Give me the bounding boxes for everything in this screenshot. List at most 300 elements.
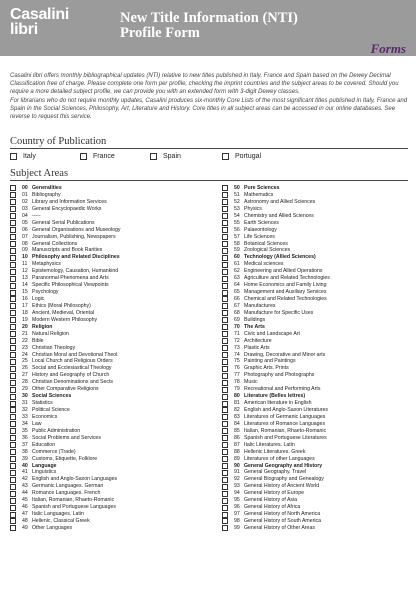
checkbox[interactable]	[222, 269, 228, 275]
checkbox[interactable]	[10, 290, 16, 296]
subject-item[interactable]	[222, 338, 412, 345]
subject-code: 76	[234, 365, 240, 372]
country-label: Italy	[23, 153, 36, 160]
checkbox[interactable]	[10, 421, 16, 427]
subject-code: 70	[234, 323, 240, 330]
checkbox[interactable]	[222, 283, 228, 289]
subject-code: 35	[22, 427, 28, 434]
subject-code: 44	[22, 490, 28, 497]
subject-item[interactable]	[222, 490, 412, 497]
subject-item[interactable]	[222, 525, 412, 532]
casalini-logo	[10, 7, 69, 37]
checkbox[interactable]	[222, 463, 228, 469]
checkbox[interactable]	[222, 345, 228, 351]
title-line-1: New Title Information (NTI)	[120, 10, 298, 26]
checkbox[interactable]	[222, 470, 228, 476]
subject-code: 29	[22, 386, 28, 393]
subject-code: 58	[234, 240, 240, 247]
subject-code: 61	[234, 261, 240, 268]
country-label: Portugal	[235, 153, 262, 160]
checkbox[interactable]	[10, 518, 16, 524]
checkbox[interactable]	[222, 324, 228, 330]
country-option-spain[interactable]	[150, 153, 181, 160]
subject-code: 83	[234, 413, 240, 420]
checkbox[interactable]	[10, 394, 16, 400]
subject-item[interactable]	[222, 282, 412, 289]
subject-code: 79	[234, 386, 240, 393]
checkbox[interactable]	[10, 331, 16, 337]
subject-item[interactable]	[222, 213, 412, 220]
subject-item[interactable]	[10, 352, 200, 359]
checkbox[interactable]	[10, 414, 16, 420]
subject-item[interactable]	[222, 331, 412, 338]
subject-code: 36	[22, 434, 28, 441]
subject-code: 08	[22, 240, 28, 247]
subject-item[interactable]	[222, 407, 412, 414]
checkbox[interactable]	[222, 338, 228, 344]
subject-label: Botanical Sciences	[244, 240, 288, 247]
subject-item[interactable]	[10, 324, 200, 331]
checkbox[interactable]	[10, 324, 16, 330]
subject-item[interactable]	[222, 185, 412, 192]
checkbox[interactable]	[222, 359, 228, 365]
checkbox[interactable]	[10, 192, 16, 198]
checkbox[interactable]	[10, 525, 16, 531]
checkbox[interactable]	[80, 153, 87, 160]
subject-code: 45	[22, 497, 28, 504]
checkbox[interactable]	[10, 401, 16, 407]
subject-label: Social Sciences	[32, 393, 72, 400]
checkbox[interactable]	[10, 213, 16, 219]
subject-item[interactable]	[10, 220, 200, 227]
subject-item[interactable]	[222, 483, 412, 490]
subject-item[interactable]	[222, 289, 412, 296]
checkbox[interactable]	[10, 303, 16, 309]
subject-item[interactable]	[10, 282, 200, 289]
subject-code: 06	[22, 226, 28, 233]
subject-label: Italian, Romanian, Rhaeto-Romanic	[32, 497, 115, 504]
checkbox[interactable]	[10, 262, 16, 268]
subject-code: 17	[22, 302, 28, 309]
subject-code: 14	[22, 282, 28, 289]
checkbox[interactable]	[222, 525, 228, 531]
subject-item[interactable]	[10, 525, 200, 532]
subject-code: 96	[234, 504, 240, 511]
subject-code: 60	[234, 254, 240, 261]
subject-label: Italian, Romanian, Rhaeto-Romanic	[244, 427, 327, 434]
checkbox[interactable]	[222, 477, 228, 483]
subject-label: Statistics	[32, 400, 53, 407]
subject-item[interactable]	[10, 456, 200, 463]
subject-code: 16	[22, 296, 28, 303]
subject-item[interactable]	[10, 400, 200, 407]
checkbox[interactable]	[10, 248, 16, 254]
subject-label: Local Church and Religious Orders	[32, 358, 113, 365]
subject-label: General History of Europe	[244, 490, 304, 497]
subject-code: 97	[234, 511, 240, 518]
subject-item[interactable]	[10, 199, 200, 206]
checkbox[interactable]	[222, 484, 228, 490]
subject-item[interactable]	[222, 504, 412, 511]
checkbox[interactable]	[222, 213, 228, 219]
checkbox[interactable]	[10, 269, 16, 275]
checkbox[interactable]	[222, 373, 228, 379]
subject-item[interactable]	[222, 261, 412, 268]
checkbox[interactable]	[10, 442, 16, 448]
checkbox[interactable]	[10, 185, 16, 191]
checkbox[interactable]	[222, 512, 228, 518]
subject-item[interactable]	[10, 206, 200, 213]
subject-item[interactable]	[10, 518, 200, 525]
subject-item[interactable]	[222, 365, 412, 372]
subject-label: Linguistics	[32, 469, 57, 476]
subject-label: Political Science	[32, 407, 70, 414]
checkbox[interactable]	[222, 352, 228, 358]
subject-item[interactable]	[222, 275, 412, 282]
subject-item[interactable]	[222, 435, 412, 442]
subject-item[interactable]	[10, 192, 200, 199]
subject-item[interactable]	[222, 497, 412, 504]
subject-item[interactable]	[10, 303, 200, 310]
subject-label: -----	[32, 212, 41, 219]
subject-label: Italic Literatures. Latin	[244, 441, 295, 448]
subject-item[interactable]	[222, 352, 412, 359]
checkbox[interactable]	[10, 234, 16, 240]
subject-label: Spanish and Portuguese Languages	[32, 504, 116, 511]
subject-label: Photography and Photographs	[244, 372, 315, 379]
checkbox[interactable]	[222, 498, 228, 504]
subject-item[interactable]	[222, 254, 412, 261]
subject-code: 23	[22, 344, 28, 351]
checkbox[interactable]	[222, 414, 228, 420]
subject-item[interactable]	[222, 456, 412, 463]
subject-code: 91	[234, 469, 240, 476]
checkbox[interactable]	[10, 310, 16, 316]
checkbox[interactable]	[222, 303, 228, 309]
checkbox[interactable]	[10, 366, 16, 372]
subject-item[interactable]	[222, 386, 412, 393]
checkbox[interactable]	[222, 394, 228, 400]
subject-item[interactable]	[10, 261, 200, 268]
subject-code: 54	[234, 212, 240, 219]
checkbox[interactable]	[222, 241, 228, 247]
subject-item[interactable]	[10, 289, 200, 296]
checkbox[interactable]	[222, 518, 228, 524]
checkbox[interactable]	[10, 449, 16, 455]
checkbox[interactable]	[10, 338, 16, 344]
subject-item[interactable]	[10, 247, 200, 254]
subject-label: General History of Ancient World	[244, 483, 320, 490]
intro-paragraph-1: Casalini libri offers monthly bibliographical updates (NTI) relative to new titles published in Italy, France and Spain based on the Dewey Decimal Classification free of charge. Please complete one form per profile, checking the imprint countries and the subject areas to be covered. Should you require a more detailed subject profile, we can provide you with an extended form with 3-digit Dewey classes.	[10, 73, 399, 96]
subject-label: Other Comparative Religions	[32, 386, 99, 393]
subject-item[interactable]	[10, 365, 200, 372]
subject-item[interactable]	[10, 421, 200, 428]
subject-code: 71	[234, 330, 240, 337]
subject-item[interactable]	[10, 317, 200, 324]
subject-code: 95	[234, 497, 240, 504]
checkbox[interactable]	[10, 220, 16, 226]
subject-item[interactable]	[10, 213, 200, 220]
subject-label: Religion	[32, 323, 53, 330]
subject-label: Agriculture and Related Technologies	[244, 275, 330, 282]
subject-item[interactable]	[10, 310, 200, 317]
subject-item[interactable]	[222, 296, 412, 303]
checkbox[interactable]	[222, 248, 228, 254]
checkbox[interactable]	[10, 206, 16, 212]
subject-label: English and Anglo-Saxon Languages	[32, 476, 118, 483]
subject-item[interactable]	[10, 497, 200, 504]
subject-item[interactable]	[222, 310, 412, 317]
subject-item[interactable]	[222, 220, 412, 227]
checkbox[interactable]	[10, 387, 16, 393]
subject-item[interactable]	[10, 386, 200, 393]
subject-code: 38	[22, 448, 28, 455]
subject-item[interactable]	[222, 199, 412, 206]
subject-code: 03	[22, 205, 28, 212]
subject-item[interactable]	[222, 469, 412, 476]
country-option-italy[interactable]	[10, 153, 36, 160]
subject-item[interactable]	[222, 463, 412, 470]
subject-item[interactable]	[222, 428, 412, 435]
subject-label: General History of Other Areas	[244, 524, 315, 531]
subject-label: Commerce (Trade)	[32, 448, 76, 455]
subject-item[interactable]	[10, 490, 200, 497]
subject-item[interactable]	[10, 275, 200, 282]
subject-label: Home Economics and Family Living	[244, 282, 327, 289]
checkbox[interactable]	[10, 296, 16, 302]
checkbox[interactable]	[10, 153, 17, 160]
subject-item[interactable]	[10, 372, 200, 379]
subject-item[interactable]	[222, 393, 412, 400]
subject-item[interactable]	[222, 442, 412, 449]
subject-item[interactable]	[222, 317, 412, 324]
subject-item[interactable]	[10, 476, 200, 483]
subject-item[interactable]	[10, 296, 200, 303]
checkbox[interactable]	[222, 255, 228, 261]
subject-item[interactable]	[10, 254, 200, 261]
checkbox[interactable]	[222, 153, 229, 160]
checkbox[interactable]	[222, 491, 228, 497]
subject-label: Natural Religion	[32, 330, 69, 337]
checkbox[interactable]	[10, 505, 16, 511]
subject-item[interactable]	[222, 303, 412, 310]
subject-item[interactable]	[10, 227, 200, 234]
checkbox[interactable]	[222, 220, 228, 226]
subject-code: 68	[234, 309, 240, 316]
subject-label: General History of North America	[244, 511, 321, 518]
checkbox[interactable]	[10, 407, 16, 413]
subject-code: 49	[22, 524, 28, 531]
checkbox[interactable]	[222, 234, 228, 240]
checkbox[interactable]	[10, 373, 16, 379]
subject-label: General History of South America	[244, 518, 321, 525]
subject-label: Bibliography	[32, 191, 61, 198]
subject-item[interactable]	[222, 449, 412, 456]
subject-label: Journalism, Publishing, Newspapers	[32, 233, 116, 240]
subject-code: 39	[22, 455, 28, 462]
subject-label: American literature in English	[244, 400, 312, 407]
subject-code: 87	[234, 441, 240, 448]
subject-item[interactable]	[10, 331, 200, 338]
checkbox[interactable]	[222, 310, 228, 316]
checkbox[interactable]	[10, 276, 16, 282]
checkbox[interactable]	[222, 505, 228, 511]
checkbox[interactable]	[10, 283, 16, 289]
checkbox[interactable]	[10, 352, 16, 358]
checkbox[interactable]	[10, 456, 16, 462]
checkbox[interactable]	[10, 470, 16, 476]
subject-label: Epistemology, Causation, Humankind	[32, 268, 119, 275]
subject-label: Modern Western Philosophy	[32, 316, 98, 323]
subject-code: 21	[22, 330, 28, 337]
subject-item[interactable]	[222, 511, 412, 518]
logo-line-2: libri	[10, 21, 38, 38]
checkbox[interactable]	[10, 345, 16, 351]
subject-item[interactable]	[10, 428, 200, 435]
checkbox[interactable]	[222, 317, 228, 323]
subject-item[interactable]	[222, 345, 412, 352]
checkbox[interactable]	[10, 255, 16, 261]
subject-label: Public Administration	[32, 427, 81, 434]
checkbox[interactable]	[10, 435, 16, 441]
subject-code: 01	[22, 191, 28, 198]
subject-item[interactable]	[222, 227, 412, 234]
checkbox[interactable]	[222, 199, 228, 205]
checkbox[interactable]	[222, 366, 228, 372]
subject-code: 53	[234, 205, 240, 212]
subject-label: Buildings	[244, 316, 266, 323]
subject-item[interactable]	[222, 206, 412, 213]
subject-label: English and Anglo-Saxon Literatures	[244, 407, 328, 414]
subject-item[interactable]	[222, 518, 412, 525]
subject-label: Customs, Etiquette, Folklore	[32, 455, 98, 462]
subject-item[interactable]	[10, 469, 200, 476]
subject-item[interactable]	[10, 268, 200, 275]
subject-label: Music	[244, 379, 258, 386]
subject-item[interactable]	[10, 345, 200, 352]
subject-label: Engineering and Allied Operations	[244, 268, 323, 275]
subject-code: 86	[234, 434, 240, 441]
checkbox[interactable]	[222, 428, 228, 434]
checkbox[interactable]	[222, 192, 228, 198]
checkbox[interactable]	[222, 456, 228, 462]
checkbox[interactable]	[10, 359, 16, 365]
subject-item[interactable]	[222, 421, 412, 428]
subject-item[interactable]	[10, 379, 200, 386]
checkbox[interactable]	[10, 317, 16, 323]
checkbox[interactable]	[222, 276, 228, 282]
checkbox[interactable]	[222, 331, 228, 337]
subject-item[interactable]	[222, 241, 412, 248]
subject-item[interactable]	[10, 234, 200, 241]
checkbox[interactable]	[222, 206, 228, 212]
checkbox[interactable]	[10, 428, 16, 434]
subject-item[interactable]	[222, 358, 412, 365]
checkbox[interactable]	[222, 185, 228, 191]
subject-item[interactable]	[10, 241, 200, 248]
checkbox[interactable]	[10, 199, 16, 205]
subject-code: 10	[22, 254, 28, 261]
subject-item[interactable]	[10, 414, 200, 421]
subject-code: 27	[22, 372, 28, 379]
checkbox[interactable]	[10, 491, 16, 497]
checkbox[interactable]	[222, 401, 228, 407]
subject-item[interactable]	[10, 358, 200, 365]
subject-item[interactable]	[10, 185, 200, 192]
subject-label: Hellenic Literatures. Greek	[244, 448, 306, 455]
subject-item[interactable]	[222, 192, 412, 199]
subject-code: 62	[234, 268, 240, 275]
checkbox[interactable]	[222, 407, 228, 413]
forms-tag: Forms	[370, 41, 406, 56]
checkbox[interactable]	[10, 380, 16, 386]
country-options	[10, 153, 408, 163]
subject-item[interactable]	[10, 338, 200, 345]
subject-item[interactable]	[10, 463, 200, 470]
checkbox[interactable]	[222, 435, 228, 441]
subject-label: Drawing, Decorative and Minor arts	[244, 351, 326, 358]
subject-code: 09	[22, 247, 28, 254]
subject-item[interactable]	[10, 511, 200, 518]
checkbox[interactable]	[222, 449, 228, 455]
subject-item[interactable]	[222, 372, 412, 379]
checkbox[interactable]	[222, 290, 228, 296]
checkbox[interactable]	[10, 484, 16, 490]
country-option-portugal[interactable]	[222, 153, 261, 160]
subject-item[interactable]	[10, 449, 200, 456]
subject-item[interactable]	[10, 435, 200, 442]
subject-item[interactable]	[10, 442, 200, 449]
checkbox[interactable]	[222, 387, 228, 393]
checkbox[interactable]	[10, 512, 16, 518]
checkbox[interactable]	[150, 153, 157, 160]
subject-item[interactable]	[222, 379, 412, 386]
subject-item[interactable]	[222, 476, 412, 483]
subject-item[interactable]	[10, 504, 200, 511]
subject-label: Earth Sciences	[244, 219, 279, 226]
checkbox[interactable]	[222, 421, 228, 427]
subject-label: Social Problems and Services	[32, 434, 101, 441]
subject-item[interactable]	[222, 400, 412, 407]
subject-item[interactable]	[10, 407, 200, 414]
subject-label: General History of Africa	[244, 504, 301, 511]
subject-item[interactable]	[10, 483, 200, 490]
checkbox[interactable]	[10, 227, 16, 233]
checkbox[interactable]	[222, 296, 228, 302]
subject-label: Ancient, Medieval, Oriental	[32, 309, 94, 316]
checkbox[interactable]	[10, 498, 16, 504]
subject-code: 00	[22, 185, 28, 192]
checkbox[interactable]	[10, 477, 16, 483]
checkbox[interactable]	[222, 442, 228, 448]
checkbox[interactable]	[222, 380, 228, 386]
subject-item[interactable]	[222, 234, 412, 241]
country-label: Spain	[163, 153, 181, 160]
subject-item[interactable]	[222, 268, 412, 275]
checkbox[interactable]	[222, 227, 228, 233]
subject-item[interactable]	[222, 247, 412, 254]
subject-item[interactable]	[222, 414, 412, 421]
checkbox[interactable]	[10, 241, 16, 247]
subject-code: 64	[234, 282, 240, 289]
checkbox[interactable]	[222, 262, 228, 268]
subject-item[interactable]	[10, 393, 200, 400]
country-option-france[interactable]	[80, 153, 115, 160]
subject-item[interactable]	[222, 324, 412, 331]
subject-code: 94	[234, 490, 240, 497]
subject-label: Logic	[32, 296, 45, 303]
checkbox[interactable]	[10, 463, 16, 469]
